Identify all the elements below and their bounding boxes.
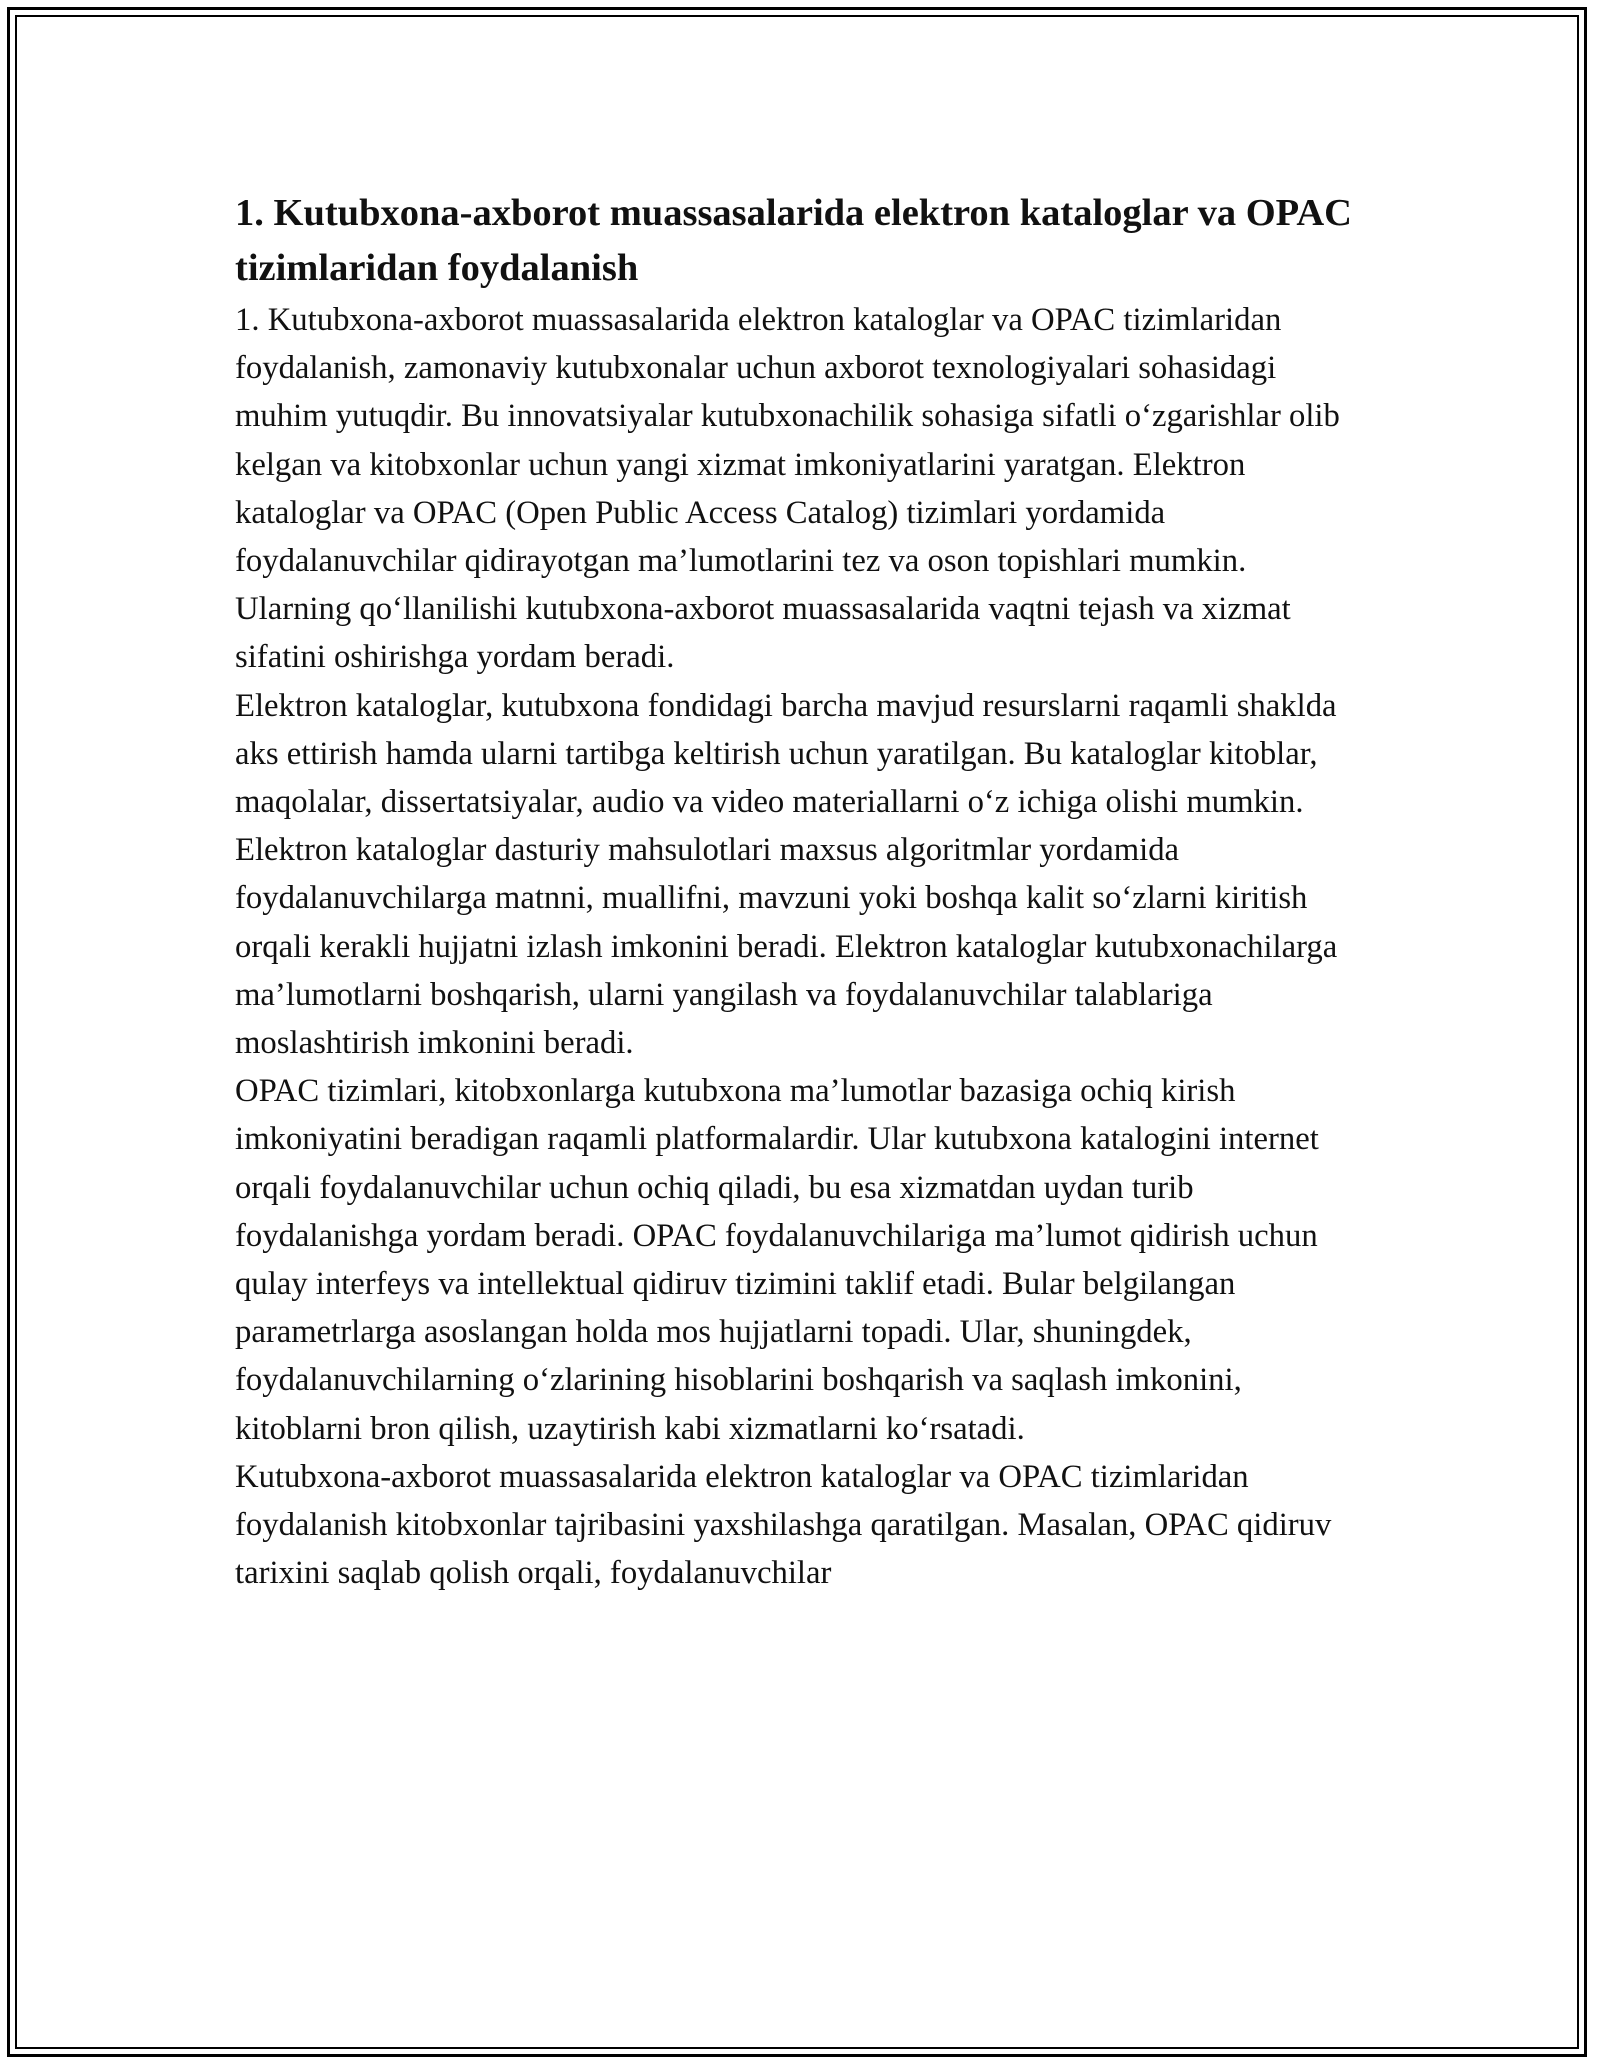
document-body: [235, 186, 1365, 1597]
paragraph-3: OPAC tizimlari, kitobxonlarga kutubxona ma’lumotlar bazasiga ochiq kirish imkoniyatini beradigan raqamli platformalardir. Ular kutubxona katalogini internet orqali foydalanuvchilar uchun ochiq qiladi, bu esa xizmatdan uydan turib foydalanishga yordam beradi. OPAC foydalanuvchilariga ma’lumot qidirish uchun qulay interfeys va intellektual qidiruv tizimini taklif etadi. Bular belgilangan parametrlarga asoslangan holda mos hujjatlarni topadi. Ular, shuningdek, foydalanuvchilarning o‘zlarining hisoblarini boshqarish va saqlash imkonini, kitoblarni bron qilish, uzaytirish kabi xizmatlarni ko‘rsatadi.: [235, 1073, 1319, 1447]
document-title: 1. Kutubxona-axborot muassasalarida elektron kataloglar va OPAC tizimlaridan foydalanish: [235, 192, 1352, 289]
paragraph-4: Kutubxona-axborot muassasalarida elektron kataloglar va OPAC tizimlaridan foydalanish kitobxonlar tajribasini yaxshilashga qaratilgan. Masalan, OPAC qidiruv tarixini saqlab qolish orqali, foydalanuvchilar: [235, 1458, 1332, 1592]
paragraph-1: 1. Kutubxona-axborot muassasalarida elektron kataloglar va OPAC tizimlaridan foydalanish, zamonaviy kutubxonalar uchun axborot texnologiyalari sohasidagi muhim yutuqdir. Bu innovatsiyalar kutubxonachilik sohasiga sifatli o‘zgarishlar olib kelgan va kitobxonlar uchun yangi xizmat imkoniyatlarini yaratgan. Elektron kataloglar va OPAC (Open Public Access Catalog) tizimlari yordamida foydalanuvchilar qidirayotgan ma’lumotlarini tez va oson topishlari mumkin. Ularning qo‘llanilishi kutubxona-axborot muassasalarida vaqtni tejash va xizmat sifatini oshirishga yordam beradi.: [235, 302, 1340, 676]
paragraph-2: Elektron kataloglar, kutubxona fondidagi barcha mavjud resurslarni raqamli shaklda aks ettirish hamda ularni tartibga keltirish uchun yaratilgan. Bu kataloglar kitoblar, maqolalar, dissertatsiyalar, audio va video materiallarni o‘z ichiga olishi mumkin. Elektron kataloglar dasturiy mahsulotlari maxsus algoritmlar yordamida foydalanuvchilarga matnni, muallifni, mavzuni yoki boshqa kalit so‘zlarni kiritish orqali kerakli hujjatni izlash imkonini beradi. Elektron kataloglar kutubxonachilarga ma’lumotlarni boshqarish, ularni yangilash va foydalanuvchilar talablariga moslashtirish imkonini beradi.: [235, 687, 1338, 1062]
